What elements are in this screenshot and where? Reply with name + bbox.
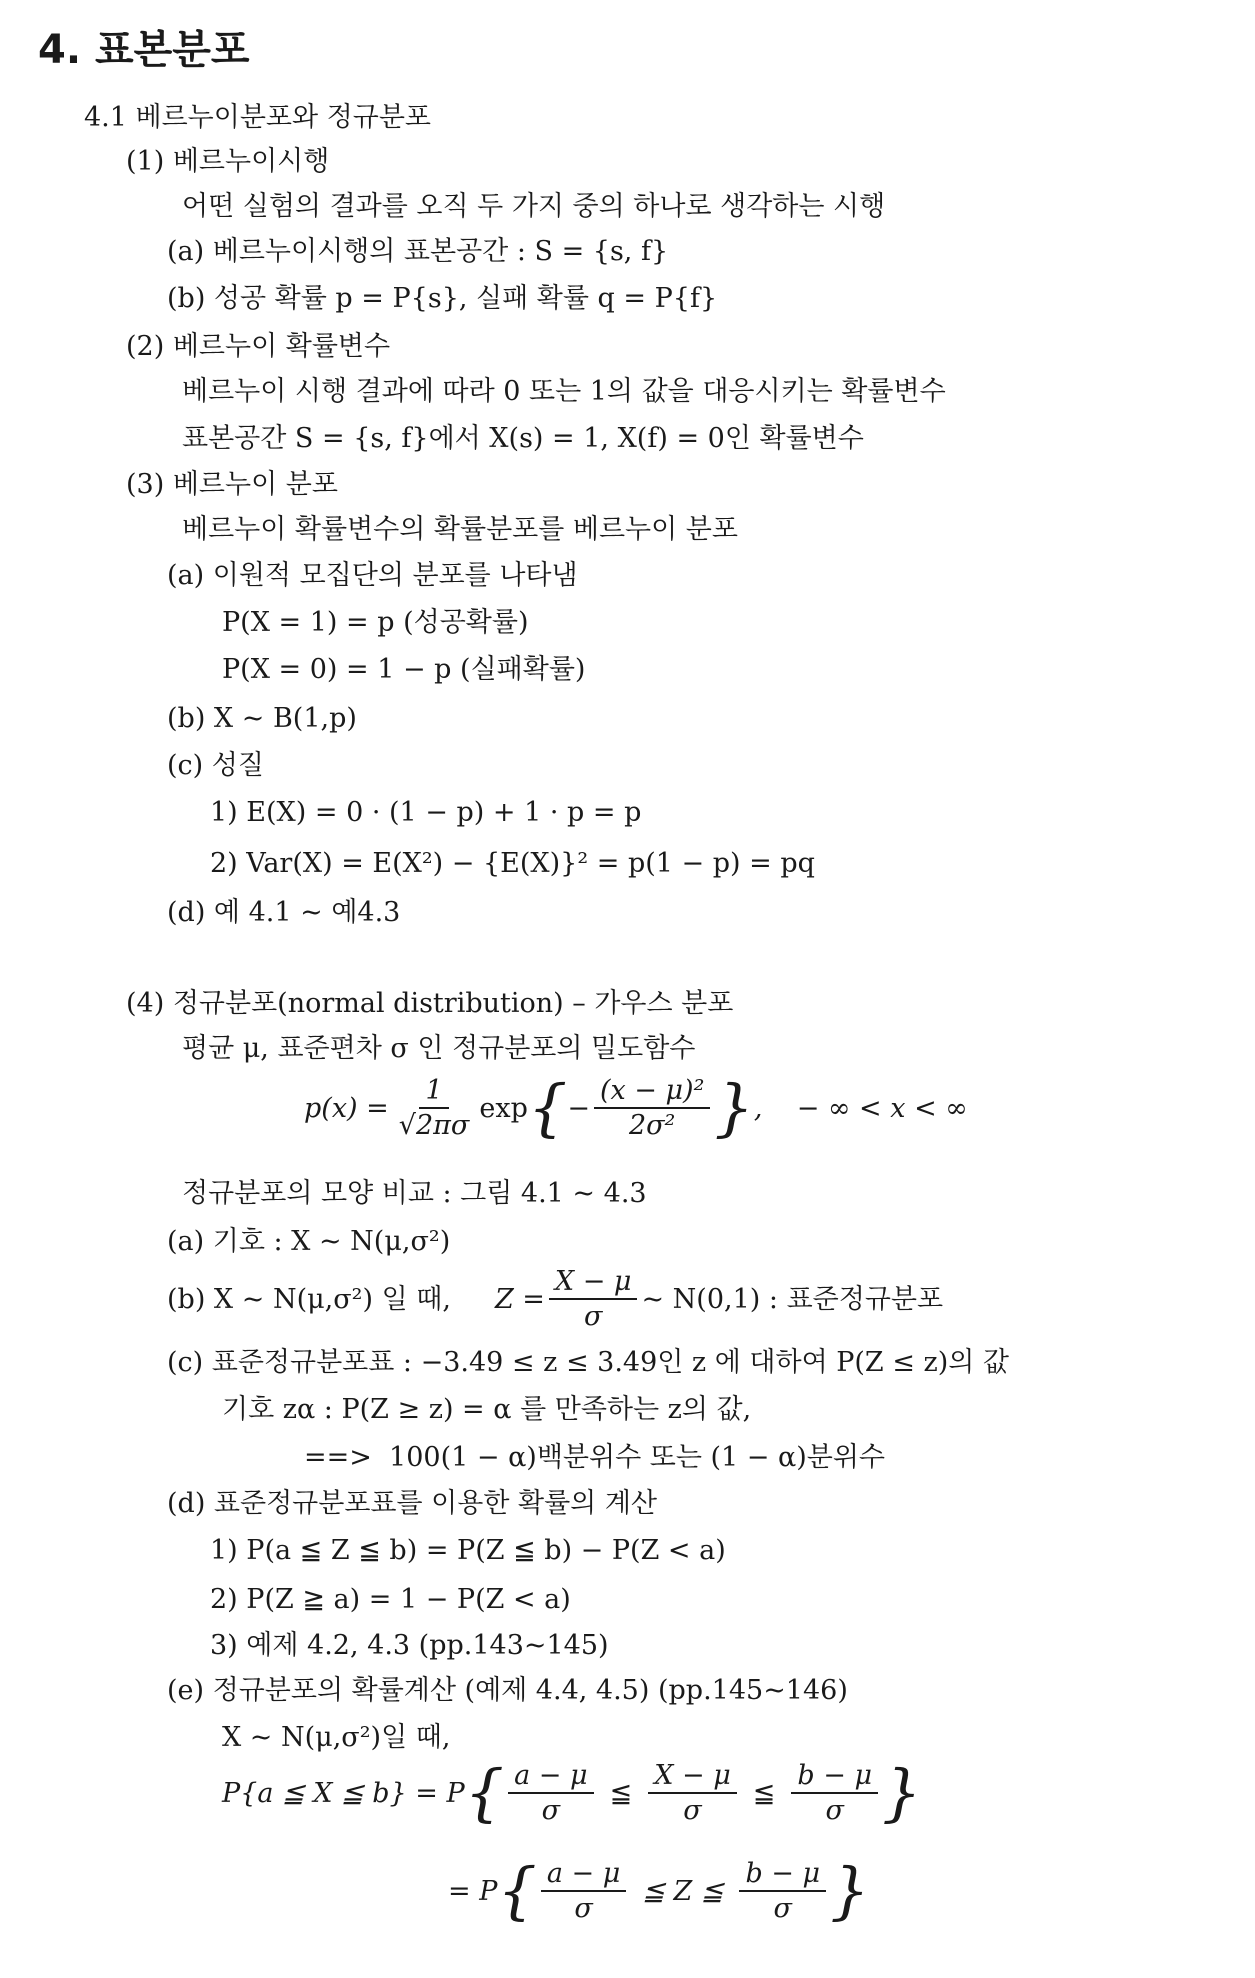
- text-line: 베르누이 확률변수의 확률분포를 베르누이 분포: [182, 514, 738, 545]
- minus-sign: −: [567, 1092, 590, 1124]
- standardization-fraction: [549, 1268, 638, 1330]
- prob-fraction-a: [508, 1762, 593, 1824]
- fraction-numerator: X − μ: [549, 1268, 638, 1300]
- fraction-numerator: b − μ: [791, 1762, 878, 1794]
- list-item: (d) 표준정규분포표를 이용한 확률의 계산: [167, 1488, 657, 1519]
- left-brace: {: [464, 1756, 505, 1829]
- list-item: (b) X ~ B(1,p): [167, 703, 357, 734]
- z-equals: Z =: [494, 1283, 545, 1315]
- formula-line: 2) Var(X) = E(X²) − {E(X)}² = p(1 − p) = pq: [210, 848, 815, 879]
- subsection-heading: (3) 베르누이 분포: [126, 469, 338, 500]
- formula-line: P(X = 0) = 1 − p (실패확률): [222, 654, 586, 685]
- right-brace: }: [830, 1854, 870, 1927]
- fraction-denominator: σ: [583, 1301, 603, 1332]
- prob-lhs: P{a ≦ X ≦ b} = P: [222, 1777, 465, 1809]
- right-brace: }: [714, 1071, 754, 1144]
- fraction-numerator: 1: [419, 1077, 448, 1109]
- standardization-formula: [167, 1268, 943, 1330]
- fraction-denominator: σ: [825, 1795, 844, 1826]
- text-line: 기호 zα : P(Z ≥ z) = α 를 만족하는 z의 값,: [222, 1394, 752, 1425]
- prob-fraction-b: [791, 1762, 878, 1824]
- fraction-denominator: √2πσ: [398, 1110, 470, 1141]
- subsection-heading: (2) 베르누이 확률변수: [126, 331, 391, 362]
- list-item: (c) 성질: [167, 750, 264, 781]
- formula-line: X ~ N(μ,σ²)일 때,: [222, 1722, 451, 1753]
- prob-fraction-x: [648, 1762, 737, 1824]
- text-line: 어떤 실험의 결과를 오직 두 가지 중의 하나로 생각하는 시행: [182, 191, 886, 222]
- fraction-denominator: σ: [683, 1795, 702, 1826]
- fraction-numerator: a − μ: [541, 1860, 626, 1892]
- middle-relation: ≦ Z ≦: [642, 1875, 724, 1907]
- relation: ≦: [752, 1777, 776, 1809]
- probability-formula-1: [222, 1756, 922, 1829]
- prob-lhs-2: = P: [448, 1875, 498, 1907]
- fraction-denominator: σ: [541, 1795, 561, 1826]
- text-line: 정규분포의 모양 비교 : 그림 4.1 ~ 4.3: [182, 1178, 647, 1209]
- list-item: (d) 예 4.1 ~ 예4.3: [167, 897, 401, 928]
- formula-line: P(X = 1) = p (성공확률): [222, 607, 529, 638]
- chapter-title: 4. 표본분포: [38, 27, 250, 73]
- formula-line: 1) P(a ≦ Z ≦ b) = P(Z ≦ b) − P(Z < a): [210, 1535, 726, 1566]
- formula-line: 1) E(X) = 0 · (1 − p) + 1 · p = p: [210, 797, 642, 828]
- list-item: (a) 이원적 모집단의 분포를 나타냄: [167, 560, 578, 591]
- fraction-denominator: σ: [773, 1893, 792, 1924]
- fraction-numerator: (x − μ)²: [594, 1077, 710, 1109]
- prob-fraction-a: [541, 1860, 626, 1922]
- fraction-numerator: b − μ: [739, 1860, 826, 1892]
- section-heading: 4.1 베르누이분포와 정규분포: [84, 102, 432, 133]
- pdf-domain: , − ∞ < x < ∞: [753, 1092, 968, 1124]
- list-item: (e) 정규분포의 확률계산 (예제 4.4, 4.5) (pp.145~146): [167, 1675, 848, 1706]
- text-line: ==> 100(1 − α)백분위수 또는 (1 − α)분위수: [304, 1442, 886, 1473]
- probability-formula-2: [448, 1854, 870, 1927]
- fraction-denominator: 2σ²: [628, 1110, 676, 1141]
- prob-fraction-b: [739, 1860, 826, 1922]
- text-line: 3) 예제 4.2, 4.3 (pp.143~145): [210, 1630, 609, 1661]
- left-brace: {: [497, 1854, 537, 1927]
- pdf-fraction-1: [393, 1077, 476, 1139]
- exp-label: exp: [479, 1092, 528, 1124]
- fraction-numerator: X − μ: [648, 1762, 737, 1794]
- subsection-heading: (1) 베르누이시행: [126, 146, 330, 177]
- pdf-fraction-2: [594, 1077, 710, 1139]
- list-item: (b) 성공 확률 p = P{s}, 실패 확률 q = P{f}: [167, 283, 718, 314]
- text-line: 표본공간 S = {s, f}에서 X(s) = 1, X(f) = 0인 확률변수: [182, 423, 864, 454]
- relation: ≦: [609, 1777, 633, 1809]
- fraction-denominator: σ: [574, 1893, 593, 1924]
- text-line: 베르누이 시행 결과에 따라 0 또는 1의 값을 대응시키는 확률변수: [182, 376, 946, 407]
- standardization-prefix: (b) X ~ N(μ,σ²) 일 때,: [167, 1283, 451, 1315]
- list-item: (a) 베르누이시행의 표본공간 : S = {s, f}: [167, 236, 669, 267]
- fraction-numerator: a − μ: [508, 1762, 593, 1794]
- left-brace: {: [527, 1071, 568, 1144]
- formula-line: 2) P(Z ≧ a) = 1 − P(Z < a): [210, 1584, 571, 1615]
- pdf-lhs: p(x) =: [304, 1092, 389, 1124]
- right-brace: }: [882, 1756, 922, 1829]
- list-item: (c) 표준정규분포표 : −3.49 ≤ z ≤ 3.49인 z 에 대하여 P(Z ≤ z)의 값: [167, 1347, 1009, 1378]
- list-item: (a) 기호 : X ~ N(μ,σ²): [167, 1226, 451, 1257]
- text-line: 평균 μ, 표준편차 σ 인 정규분포의 밀도함수: [182, 1033, 696, 1064]
- pdf-formula: [304, 1071, 968, 1144]
- subsection-heading: (4) 정규분포(normal distribution) – 가우스 분포: [126, 988, 734, 1019]
- standardization-suffix: ~ N(0,1) : 표준정규분포: [641, 1283, 944, 1315]
